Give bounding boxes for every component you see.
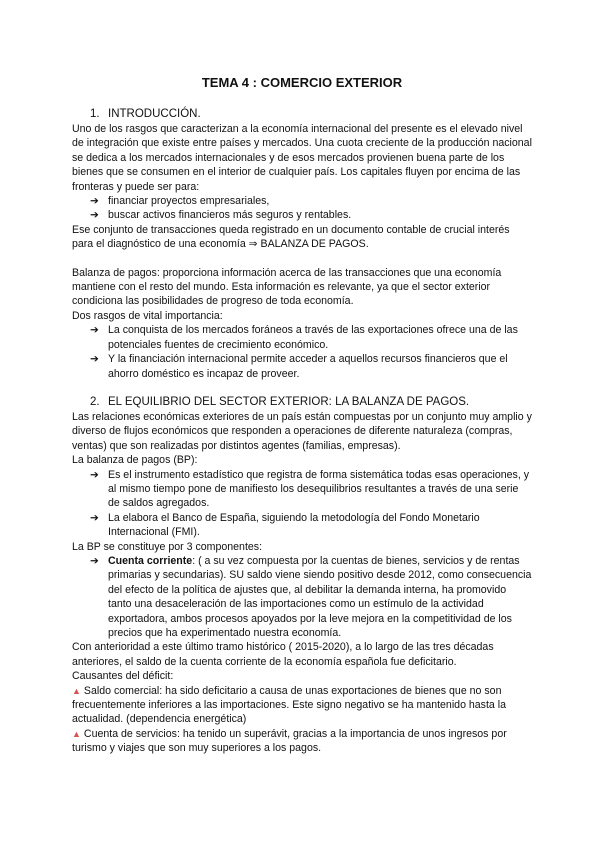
list-item-text: La elabora el Banco de España, siguiendo la metodología del Fondo Monetario Internacional (FMI). xyxy=(108,511,480,539)
list-item xyxy=(72,554,532,640)
section-1-title: INTRODUCCIÓN. xyxy=(108,108,201,120)
paragraph: Con anterioridad a este último tramo histórico ( 2015-2020), a lo largo de las tres décadas anteriores, el saldo de la cuenta corriente de la economía española fue deficitario. xyxy=(72,641,494,668)
paragraph: Balanza de pagos: proporciona información acerca de las transacciones que una economía mantiene con el resto del mundo. Esta información es relevante, ya que el sector exterior condiciona las posibilidades de progreso de toda economía. xyxy=(72,266,502,308)
list-item-text: Y la financiación internacional permite acceder a aquellos recursos financieros que el ahorro doméstico es incapaz de proveer. xyxy=(108,353,508,380)
paragraph: Las relaciones económicas exteriores de un país están compuestas por un conjunto muy amplio y diverso de flujos económicos que responden a operaciones de diferente naturaleza (compras, ventas) que son realizadas por distintos agentes (familias, empresas). xyxy=(72,410,532,452)
list-item xyxy=(72,323,532,352)
paragraph: Causantes del déficit: xyxy=(72,670,174,683)
deficit-item xyxy=(72,727,532,756)
arrow-icon: ➔ xyxy=(90,468,99,481)
paragraph: Ese conjunto de transacciones queda registrado en un documento contable de crucial interés para el diagnóstico de una economía ⇒ BALANZA DE PAGOS. xyxy=(72,223,510,251)
cuenta-corriente-label: Cuenta corriente xyxy=(108,554,193,567)
list-item-text: : ( a su vez compuesta por la cuentas de bienes, servicios y de rentas primarias y secundarias). SU saldo viene siendo positivo desde 2012, como consecuencia del efecto de la política de ajustes que, al debilitar la demanda interna, ha promovido tanto una desaceleración de las importaciones como un estímulo de la actividad exportadora, ambos procesos apoyados por la leve mejora en la competitividad de los precios que ha experimentado nuestra economía. xyxy=(108,554,532,639)
bullet-list xyxy=(72,554,532,640)
warning-triangle-icon: ▲ xyxy=(72,685,81,696)
page-title: TEMA 4 : COMERCIO EXTERIOR xyxy=(201,75,403,90)
list-item xyxy=(72,468,532,511)
deficit-item-text: Saldo comercial: ha sido deficitario a causa de unas exportaciones de bienes que no son frecuentemente inferiores a las importaciones. Este signo negativo se ha mantenido hasta la actualidad. (dependencia energética) xyxy=(72,684,507,726)
list-item xyxy=(72,194,532,208)
list-item xyxy=(72,511,532,540)
bullet-list xyxy=(72,194,532,223)
arrow-icon: ➔ xyxy=(90,195,99,208)
bullet-list xyxy=(72,468,532,540)
section-2-title: EL EQUILIBRIO DEL SECTOR EXTERIOR: LA BALANZA DE PAGOS. xyxy=(108,395,470,408)
section-1-number: 1. xyxy=(90,108,100,120)
deficit-item xyxy=(72,684,532,727)
section-2-heading xyxy=(72,395,532,410)
paragraph: Uno de los rasgos que caracterizan a la economía internacional del presente es el elevado nivel de integración que existe entre países y mercados. Una cuota creciente de la producción nacional se dedica a los mercados internacionales y de esos mercados provienen buena parte de los bienes que se consumen en el interior de cualquier país. Los capitales fluyen por encima de las fronteras y puede ser para: xyxy=(72,123,532,193)
arrow-icon: ➔ xyxy=(90,511,99,524)
arrow-icon: ➔ xyxy=(90,209,99,222)
list-item-text: financiar proyectos empresariales, xyxy=(108,195,270,208)
bullet-list xyxy=(72,323,532,381)
warning-triangle-icon: ▲ xyxy=(72,728,81,739)
arrow-icon: ➔ xyxy=(90,353,99,366)
section-1-heading xyxy=(72,107,532,122)
deficit-item-text: Cuenta de servicios: ha tenido un superávit, gracias a la importancia de unos ingresos por turismo y viajes que son muy superiores a los pagos. xyxy=(72,727,507,755)
paragraph: La balanza de pagos (BP): xyxy=(72,454,198,467)
list-item-text: Es el instrumento estadístico que registra de forma sistemática todas esas operaciones, y al mismo tiempo pone de manifiesto los desequilibrios resultantes a través de una serie de saldos agregados. xyxy=(108,468,530,510)
list-item xyxy=(72,208,532,222)
arrow-icon: ➔ xyxy=(90,324,99,337)
list-item xyxy=(72,352,532,381)
list-item-text: buscar activos financieros más seguros y rentables. xyxy=(108,209,352,222)
section-2-number: 2. xyxy=(90,395,100,408)
paragraph: La BP se constituye por 3 componentes: xyxy=(72,540,263,553)
document-page xyxy=(72,60,532,756)
arrow-icon: ➔ xyxy=(90,554,99,567)
list-item-text: La conquista de los mercados foráneos a través de las exportaciones ofrece una de las potenciales fuentes de crecimiento económico. xyxy=(108,324,518,351)
paragraph: Dos rasgos de vital importancia: xyxy=(72,309,223,322)
